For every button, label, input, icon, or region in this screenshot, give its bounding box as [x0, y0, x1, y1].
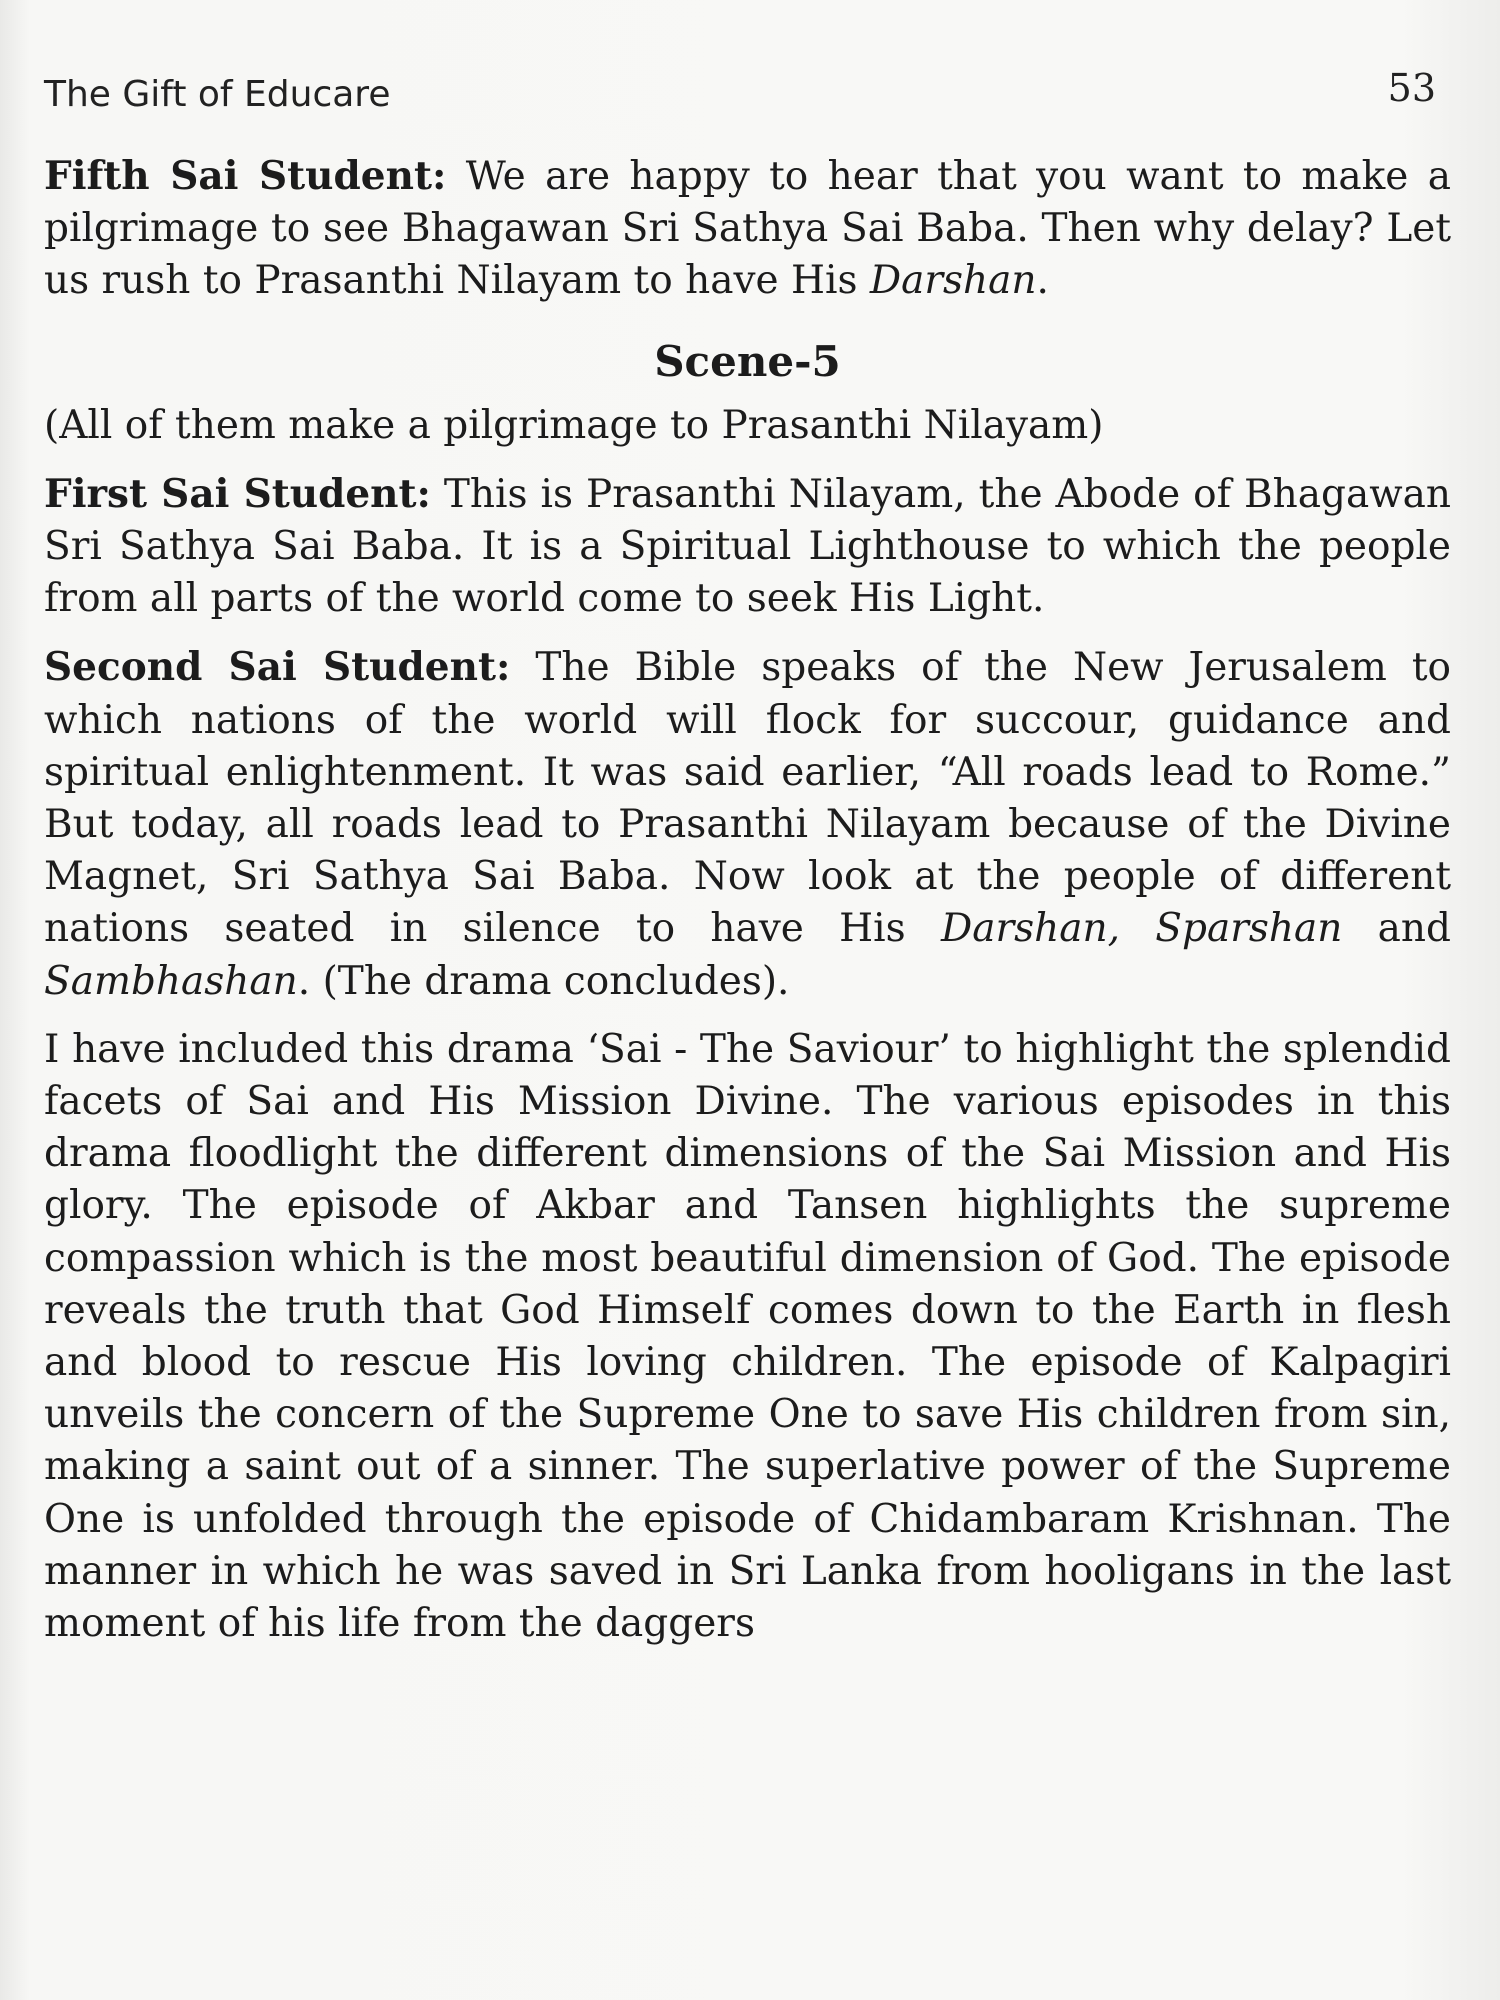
paragraph-second-student	[44, 641, 1451, 1007]
italic-term: Sambhashan	[44, 958, 298, 1004]
speaker-label: First Sai Student:	[44, 470, 431, 517]
speaker-label: Fifth Sai Student:	[44, 153, 447, 199]
dialogue-text: We are happy to hear that you want to make a pilgrimage to see Bhagawan Sri Sathya Sai Baba. Then why delay? Let us rush to Prasanthi Nilayam to have His	[44, 154, 1451, 304]
dialogue-end: . (The drama concludes).	[297, 958, 790, 1004]
italic-term: Darshan, Sparshan	[940, 906, 1343, 952]
dialogue-text: This is Prasanthi Nilayam, the Abode of Bhagawan Sri Sathya Sai Baba. It is a Spiritual Lighthouse to which the people from all parts of the world come to seek His Light.	[44, 471, 1451, 622]
dialogue-text: The Bible speaks of the New Jerusalem to which nations of the world will flock for succour, guidance and spiritual enlightenment. It was said earlier, “All roads lead to Rome.” But today, all roads lead to Prasanthi Nilayam because of the Divine Magnet, Sri Sathya Sai Baba. Now look at the people of different nations seated in silence to have His	[44, 645, 1451, 952]
dialogue-mid: and	[1342, 906, 1451, 952]
speaker-label: Second Sai Student:	[44, 644, 511, 691]
running-header	[44, 66, 1436, 126]
page-number: 53	[1387, 66, 1436, 110]
paragraph-fifth-student	[44, 150, 1451, 308]
page-body	[44, 150, 1451, 1666]
scene-heading: Scene-5	[654, 336, 841, 386]
stage-direction: (All of them make a pilgrimage to Prasanthi Nilayam)	[44, 402, 1104, 448]
paragraph-commentary: I have included this drama ‘Sai - The Saviour’ to highlight the splendid facets of Sai and His Mission Divine. The various episodes in this drama floodlight the different dimensions of the Sai Mission and His glory. The episode of Akbar and Tansen highlights the supreme compassion which is the most beautiful dimension of God. The episode reveals the truth that God Himself comes down to the Earth in flesh and blood to rescue His loving children. The episode of Kalpagiri unveils the concern of the Supreme One to save His children from sin, making a saint out of a sinner. The superlative power of the Supreme One is unfolded through the episode of Chidambaram Krishnan. The manner in which he was saved in Sri Lanka from hooligans in the last moment of his life from the daggers	[44, 1026, 1451, 1647]
dialogue-end: .	[1036, 258, 1049, 304]
paragraph-first-student	[44, 468, 1451, 626]
book-title: The Gift of Educare	[44, 74, 391, 115]
italic-term: Darshan	[869, 258, 1037, 304]
